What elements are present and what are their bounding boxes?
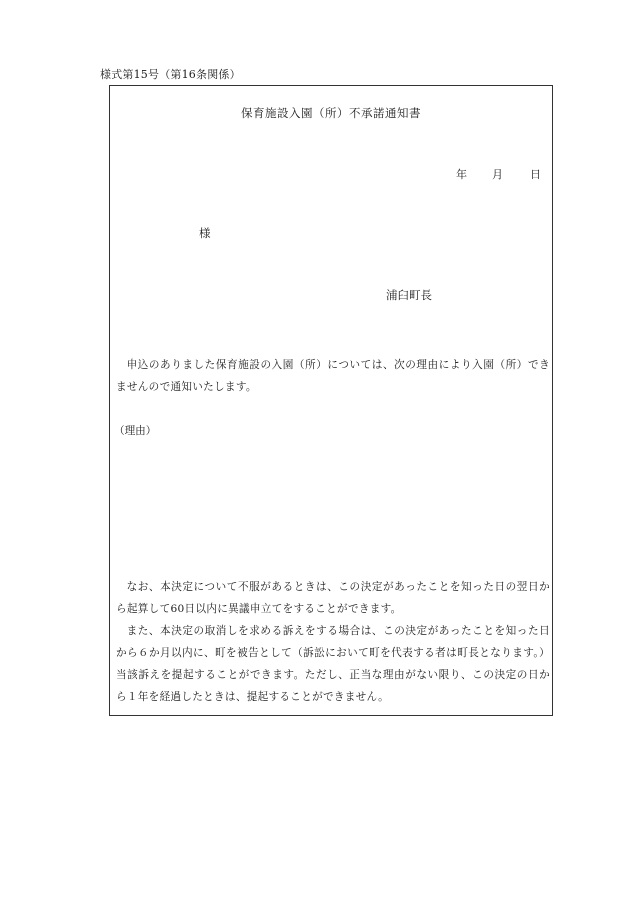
- body-paragraph: 申込のありました保育施設の入園（所）については、次の理由により入園（所）できませんので通知いたします。: [116, 359, 550, 393]
- date-day-label: 日: [530, 168, 541, 181]
- date-month-label: 月: [492, 168, 503, 181]
- sender-name: 浦臼町長: [386, 288, 432, 302]
- objection-notice: なお、本決定について不服があるときは、この決定があったことを知った日の翌日から起算して60日以内に異議申立てをすることができます。: [116, 581, 550, 615]
- form-number: 様式第15号（第16条関係）: [100, 68, 241, 81]
- lawsuit-notice: また、本決定の取消しを求める訴えをする場合は、この決定があったことを知った日から６か月以内に、町を被告として（訴訟において町を代表する者は町長となります。）当該訴えを提起することができます。ただし、正当な理由がない限り、この決定の日から１年を経過したときは、提起することができません。: [116, 625, 550, 703]
- date-year-label: 年: [456, 168, 467, 181]
- reason-label: （理由）: [114, 425, 157, 437]
- notice-form-frame: [109, 85, 553, 716]
- recipient-honorific: 様: [199, 226, 211, 240]
- date-line: [456, 166, 541, 182]
- document-title: 保育施設入園（所）不承諾通知書: [241, 106, 421, 120]
